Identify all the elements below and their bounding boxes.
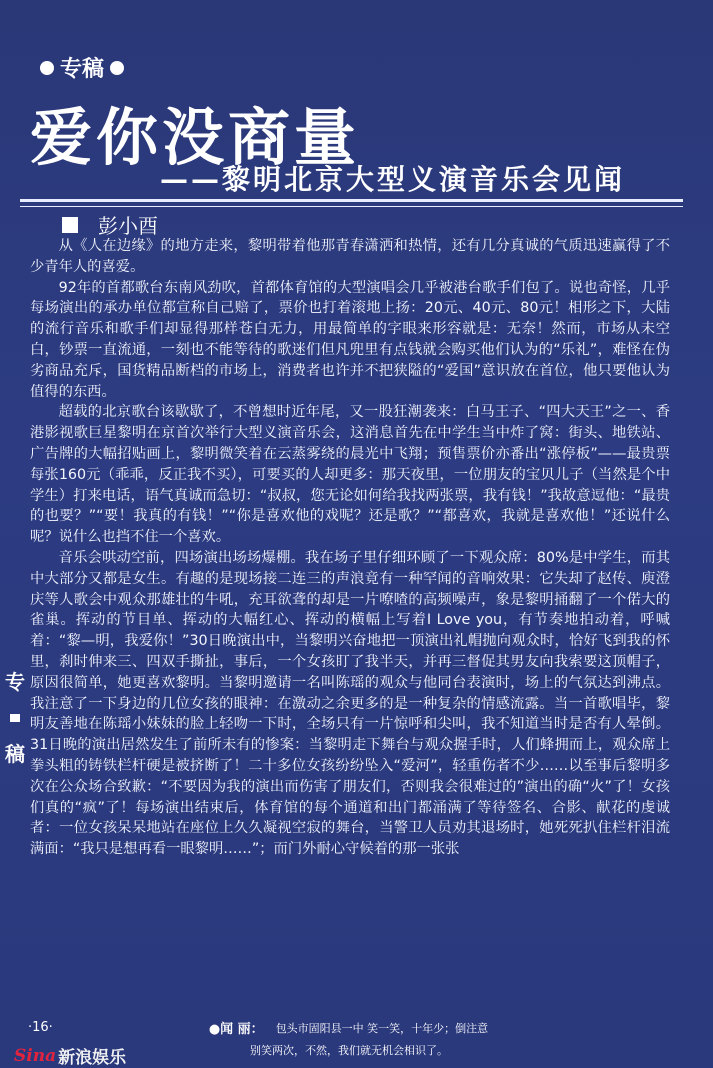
paragraph: 超载的北京歌台该歇歇了，不曾想时近年尾，又一股狂潮袭来：白马王子、“四大天王”之一、香港影视歌巨星黎明在京首次举行大型义演音乐会，这消息首先在中学生当中炸了窝：街头、地铁站、广告牌的大幅招贴画上，黎明微笑着在云蒸雾绕的晨光中飞翔；预售票价亦番出“涨停板”——最贵票每张160元（乖乖，反正我不买），可要买的人却更多：那天夜里，一位朋友的宝贝儿子（当然是个中学生）打来电话，语气真诚而急切：“叔叔，您无论如何给我找两张票，我有钱！”我故意逗他：“最贵的也要？”“要！我真的有钱！”“你是喜欢他的戏呢？还是歌？”“都喜欢，我就是喜欢他！”还说什么呢？说什么也挡不住一个喜欢。 [30,404,670,546]
square-marker-icon [62,217,78,233]
watermark-text: 新浪娱乐 [58,1048,127,1068]
sina-logo-icon: Sina [14,1045,57,1066]
page-footer [28,1018,688,1037]
caption-name: ●闻 丽： [208,1022,264,1037]
author-name: 彭小酉 [98,214,158,238]
column-tag [40,52,124,83]
bullet-dot-icon [40,61,54,75]
side-label-bottom: 稿 [5,742,25,766]
caption-text: 包头市固阳县一中 笑一笑，十年少；倒注意 [275,1021,489,1035]
caption-text-line2: 别笑两次，不然，我们就无机会相识了。 [250,1044,448,1057]
author-byline [62,210,158,239]
side-bar-mark [10,714,20,722]
sina-watermark [14,1043,126,1068]
paragraph: 92年的首都歌台东南风劲吹，首都体育馆的大型演唱会几乎被港台歌手们包了。说也奇怪，几乎每场演出的承办单位都宣称自己赔了，票价也打着滚地上扬：20元、40元、80元！相形之下，大陆的流行音乐和歌手们却显得那样苍白无力，用最简单的字眼来形容就是：无奈！然而，市场从未空白，钞票一直流通，一刻也不能等待的歌迷们但凡兜里有点钱就会购买他们认为的“乐礼”，难怪在伪劣商品充斥，国货精品断档的市场上，消费者也许并不把狭隘的“爱国”意识放在首位，他只要他认为值得的东西。 [30,279,670,400]
bullet-dot-icon [110,61,124,75]
side-label-top: 专 [5,670,25,694]
article-title: 爱你没商量 [30,101,361,174]
header-divider [20,199,683,202]
paragraph: 音乐会哄动空前，四场演出场场爆棚。我在场子里仔细环顾了一下观众席：80%是中学生，而其中大部分又都是女生。有趣的是现场接二连三的声浪竟有一种罕闻的音响效果：它失却了赵传、庾澄庆等人歌会中观众那雄壮的牛吼，充耳欲聋的却是一片嘹喳的高频噪声，象是黎明捅翻了一个偌大的雀巢。挥动的节目单、挥动的大幅红心、挥动的横幅上写着I Love you，有节奏地拍动着，呼喊着：“黎—明，我爱你！”30日晚演出中，当黎明兴奋地把一顶演出礼帽抛向观众时，恰好飞到我的怀里，刹时伸来三、四双手撕扯，事后，一个女孩盯了我半天，并再三督促其男友向我索要这顶帽子，原因很简单，她更喜欢黎明。当黎明邀请一名叫陈瑶的观众与他同台表演时，场上的气氛达到沸点。我注意了一下身边的几位女孩的眼神：在激动之余更多的是一种复杂的情感流露。当一首歌唱毕，黎明友善地在陈瑶小妹妹的脸上轻吻一下时，全场只有一片惊呼和尖叫，我不知道当时是否有人晕倒。31日晚的演出居然发生了前所未有的惨案：当黎明走下舞台与观众握手时，人们蜂拥而上，观众席上拳头粗的铸铁栏杆硬是被挤断了！二十多位女孩纷纷坠入“爱河”，轻重伤者不少……以至事后黎明多次在公众场合致歉：“不要因为我的演出而伤害了朋友们，否则我会很难过的”演出的确“火”了！女孩们真的“疯”了！每场演出结束后，体育馆的每个通道和出门都涌满了等待签名、合影、献花的虔诚者：一位女孩呆呆地站在座位上久久凝视空寂的舞台，当警卫人员劝其退场时，她死死扒住栏杆泪流满面：“我只是想再看一眼黎明……”；而门外耐心守候着的那一张张 [30,549,670,858]
paragraph: 从《人在边缘》的地方走来，黎明带着他那青春潇洒和热情，还有几分真诚的气质迅速赢得了不少青年人的喜爱。 [30,238,670,275]
side-section-label [4,652,26,784]
header-divider-thin [20,206,683,207]
article-body [30,236,670,860]
page-number: ·16· [28,1020,53,1035]
article-subtitle: ——黎明北京大型义演音乐会见闻 [160,163,626,196]
column-tag-label: 专稿 [60,57,105,82]
